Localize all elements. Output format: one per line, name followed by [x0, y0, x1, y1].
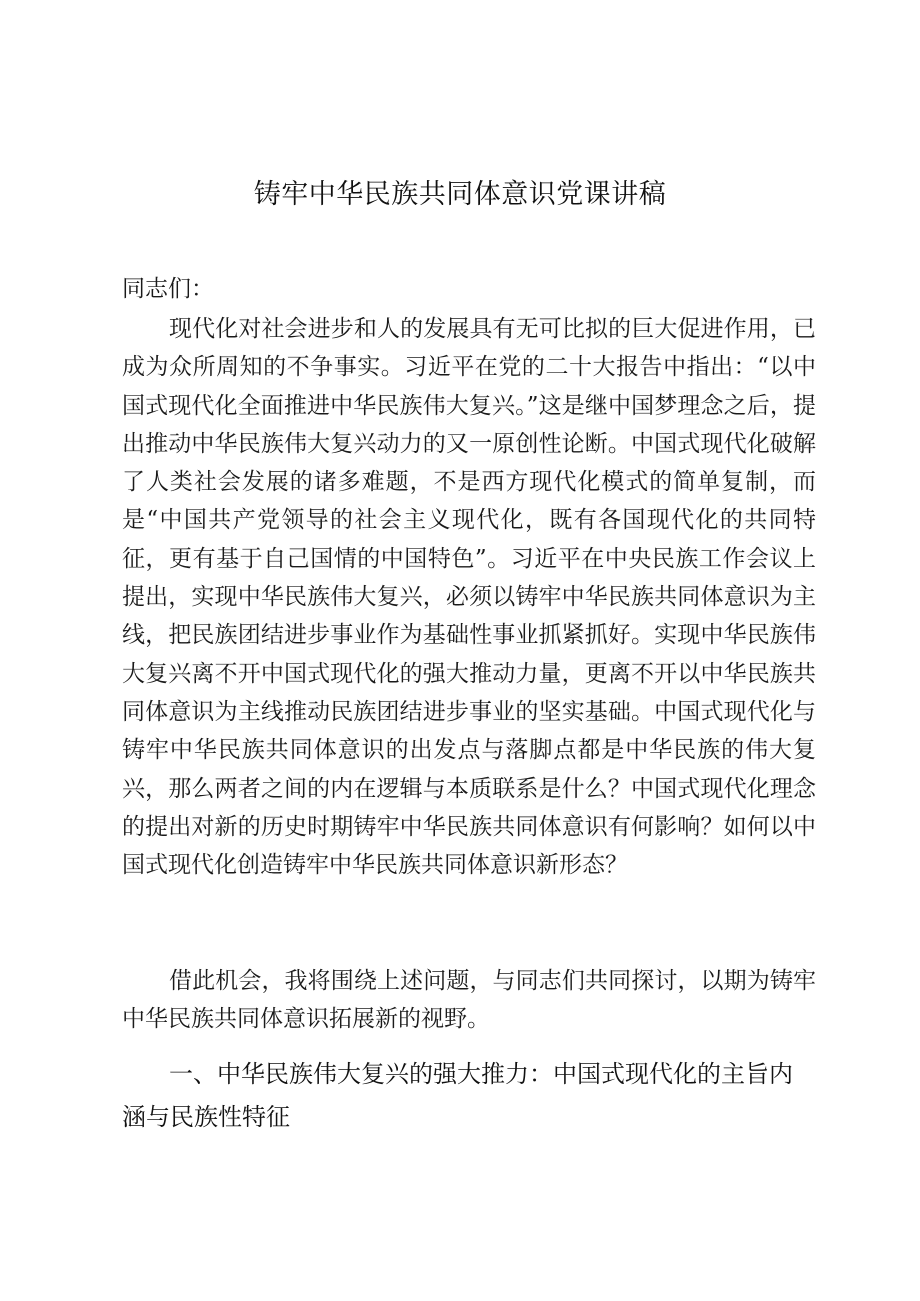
body-paragraph-1: 现代化对社会进步和人的发展具有无可比拟的巨大促进作用，已成为众所周知的不争事实。习近平在党的二十大报告中指出：“以中国式现代化全面推进中华民族伟大复兴。”这是继中国梦理念之后，提出推动中华民族伟大复兴动力的又一原创性论断。中国式现代化破解了人类社会发展的诸多难题，不是西方现代化模式的简单复制，而是“中国共产党领导的社会主义现代化，既有各国现代化的共同特征，更有基于自己国情的中国特色”。习近平在中央民族工作会议上提出，实现中华民族伟大复兴，必须以铸牢中华民族共同体意识为主线，把民族团结进步事业作为基础性事业抓紧抓好。实现中华民族伟大复兴离不开中国式现代化的强大推动力量，更离不开以中华民族共同体意识为主线推动民族团结进步事业的坚实基础。中国式现代化与铸牢中华民族共同体意识的出发点与落脚点都是中华民族的伟大复兴，那么两者之间的内在逻辑与本质联系是什么？中国式现代化理念的提出对新的历史时期铸牢中华民族共同体意识有何影响？如何以中国式现代化创造铸牢中华民族共同体意识新形态？: [122, 316, 816, 879]
document-title: 铸牢中华民族共同体意识党课讲稿: [253, 179, 667, 210]
salutation: 同志们：: [122, 276, 214, 302]
body-paragraph-2: 借此机会，我将围绕上述问题，与同志们共同探讨，以期为铸牢中华民族共同体意识拓展新的视野。: [122, 968, 816, 1033]
section-heading-1: 一、中华民族伟大复兴的强大推力：中国式现代化的主旨内涵与民族性特征: [122, 1060, 793, 1131]
